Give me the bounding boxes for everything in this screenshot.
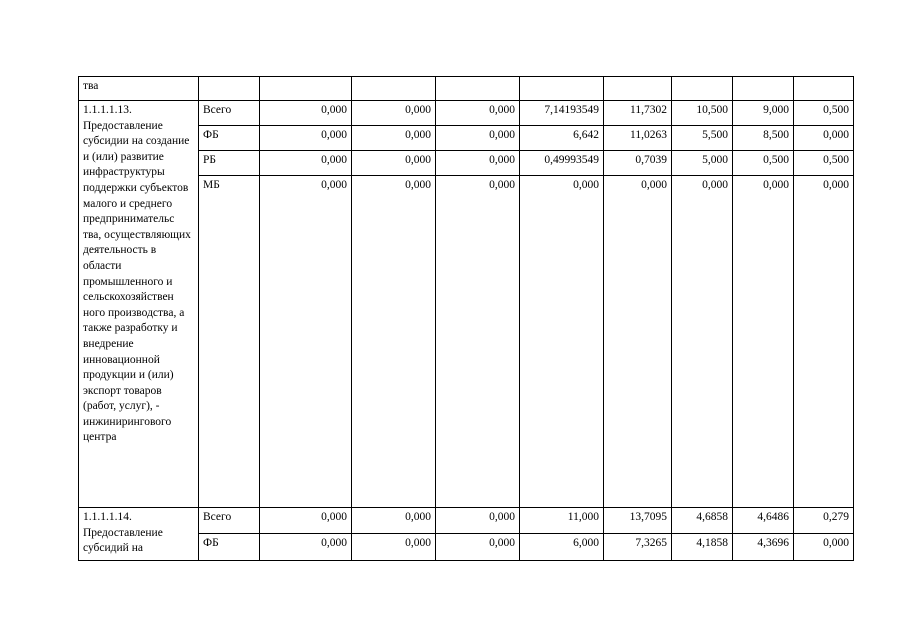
table-row <box>79 101 854 126</box>
value-cell: 10,500 <box>672 101 733 126</box>
value-cell: 0,000 <box>733 176 794 508</box>
value-cell: 0,000 <box>794 176 854 508</box>
item-name: 1.1.1.1.13. Предоставление субсидии на создание и (или) развитие инфраструктуры поддержки субъектов малого и среднего предпринимательс тва, осуществляющих деятельность в области промышленного и сельскохозяйствен ного производства, а также разработку и внедрение инновационной продукции и (или) экспорт товаров (работ, услуг), - инжинирингового центра <box>79 101 199 508</box>
table-row <box>79 508 854 534</box>
value-cell: 0,000 <box>260 533 352 560</box>
value-cell: 9,000 <box>733 101 794 126</box>
value-cell: 0,000 <box>436 508 520 534</box>
table-body <box>79 77 854 561</box>
value-cell: 6,000 <box>520 533 604 560</box>
value-cell: 6,642 <box>520 126 604 151</box>
value-cell: 0,000 <box>436 101 520 126</box>
value-cell: 0,279 <box>794 508 854 534</box>
value-cell: 0,500 <box>794 151 854 176</box>
value-cell: 0,49993549 <box>520 151 604 176</box>
value-cell: 0,000 <box>520 176 604 508</box>
value-cell: 0,000 <box>436 176 520 508</box>
value-cell: 0,000 <box>794 533 854 560</box>
value-cell: 11,7302 <box>604 101 672 126</box>
value-cell: 0,000 <box>672 176 733 508</box>
funding-source: Всего <box>199 508 260 534</box>
value-cell: 0,000 <box>352 508 436 534</box>
value-cell: 0,000 <box>260 101 352 126</box>
value-cell: 4,1858 <box>672 533 733 560</box>
value-cell: 5,000 <box>672 151 733 176</box>
funding-source: ФБ <box>199 533 260 560</box>
value-cell: 0,000 <box>260 176 352 508</box>
value-cell: 0,000 <box>352 101 436 126</box>
value-cell: 4,6486 <box>733 508 794 534</box>
value-cell: 7,3265 <box>604 533 672 560</box>
funding-source: МБ <box>199 176 260 508</box>
value-cell: 0,500 <box>733 151 794 176</box>
funding-source: Всего <box>199 101 260 126</box>
value-cell: 11,0263 <box>604 126 672 151</box>
value-cell: 0,000 <box>352 151 436 176</box>
value-cell: 11,000 <box>520 508 604 534</box>
value-cell: 4,6858 <box>672 508 733 534</box>
funding-source: ФБ <box>199 126 260 151</box>
value-cell: 0,000 <box>436 533 520 560</box>
value-cell: 0,000 <box>352 533 436 560</box>
value-cell: 0,000 <box>260 508 352 534</box>
value-cell: 0,7039 <box>604 151 672 176</box>
value-cell: 13,7095 <box>604 508 672 534</box>
value-cell: 0,000 <box>260 126 352 151</box>
item-name: тва <box>79 77 199 101</box>
funding-source: РБ <box>199 151 260 176</box>
budget-table <box>78 76 854 561</box>
value-cell: 4,3696 <box>733 533 794 560</box>
value-cell: 8,500 <box>733 126 794 151</box>
value-cell: 0,000 <box>604 176 672 508</box>
value-cell: 0,000 <box>260 151 352 176</box>
value-cell: 0,500 <box>794 101 854 126</box>
value-cell: 0,000 <box>352 126 436 151</box>
value-cell: 5,500 <box>672 126 733 151</box>
value-cell: 0,000 <box>436 151 520 176</box>
value-cell: 7,14193549 <box>520 101 604 126</box>
value-cell: 0,000 <box>794 126 854 151</box>
item-name: 1.1.1.1.14. Предоставление субсидий на <box>79 508 199 561</box>
value-cell: 0,000 <box>436 126 520 151</box>
value-cell: 0,000 <box>352 176 436 508</box>
continuation-row <box>79 77 854 101</box>
